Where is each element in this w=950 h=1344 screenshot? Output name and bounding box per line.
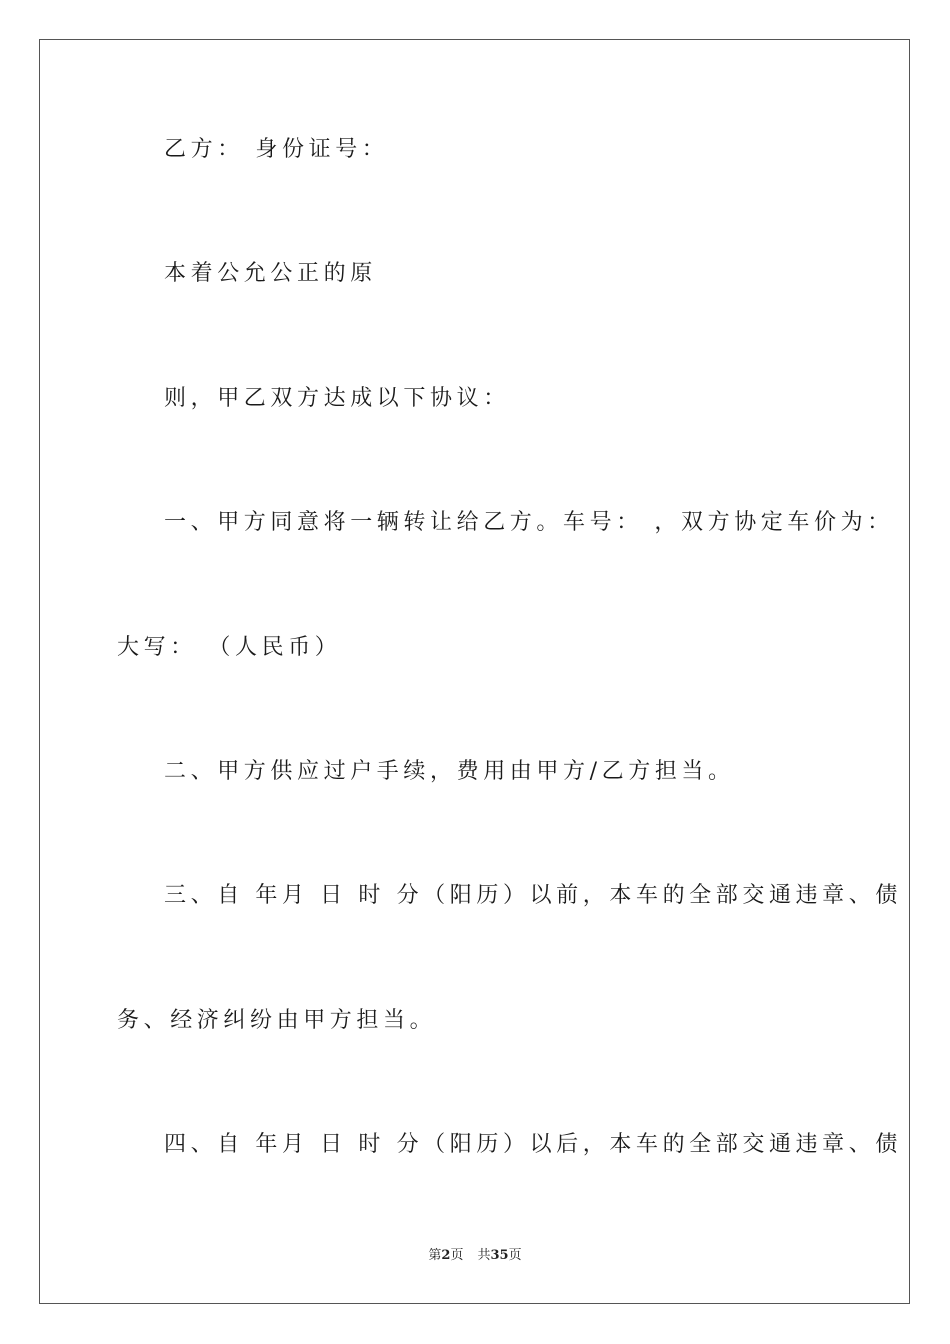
text-line-clause-3b: 务、经济纠纷由甲方担当。 xyxy=(117,1008,437,1033)
footer-total-unit: 页 xyxy=(508,1248,522,1263)
footer-page-prefix: 第 xyxy=(428,1248,442,1263)
footer-page-unit: 页 xyxy=(450,1248,464,1263)
text-line-clause-1b: 大写： （人民币） xyxy=(117,635,342,660)
page-footer xyxy=(0,1247,950,1265)
text-line-party-b: 乙方： 身份证号： xyxy=(164,137,389,162)
text-line-clause-2: 二、甲方供应过户手续，费用由甲方/乙方担当。 xyxy=(164,759,735,784)
text-line-principle-2: 则，甲乙双方达成以下协议： xyxy=(164,386,510,411)
page-frame xyxy=(39,39,910,1304)
text-line-clause-3a: 三、自 年月 日 时 分（阳历）以前，本车的全部交通违章、债 xyxy=(164,883,902,908)
footer-total-prefix: 共 xyxy=(477,1248,491,1263)
text-line-principle-1: 本着公允公正的原 xyxy=(164,261,377,286)
footer-page-current: 2 xyxy=(441,1248,451,1263)
text-line-clause-1a: 一、甲方同意将一辆转让给乙方。车号： ，双方协定车价为： xyxy=(164,510,894,535)
text-line-clause-4a: 四、自 年月 日 时 分（阳历）以后，本车的全部交通违章、债 xyxy=(164,1132,902,1157)
footer-page-total: 35 xyxy=(490,1248,509,1263)
